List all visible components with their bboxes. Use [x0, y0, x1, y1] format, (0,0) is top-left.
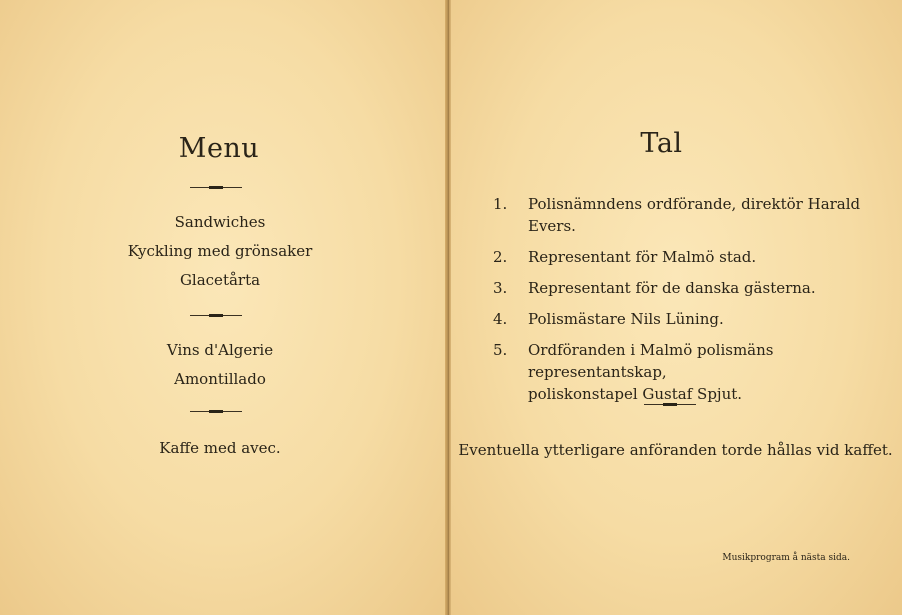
page-footnote: Musikprogram å nästa sida.: [722, 553, 850, 563]
speech-text: Ordföranden i Malmö polismäns representantskap,: [528, 341, 774, 381]
speech-text: poliskonstapel Gustaf Spjut.: [528, 385, 743, 403]
speech-item: [493, 246, 863, 268]
wine-course: [0, 336, 443, 394]
ornament-divider: [190, 314, 242, 318]
speech-item: [493, 339, 863, 405]
speeches-page: [451, 0, 902, 615]
speech-text: Polismästare Nils Lüning.: [528, 310, 724, 328]
speech-item: [493, 277, 863, 299]
menu-item: Kyckling med grönsaker: [127, 242, 313, 260]
speech-item: [493, 193, 863, 237]
menu-item: Amontillado: [174, 370, 266, 388]
speech-text: Representant för Malmö stad.: [528, 248, 757, 266]
menu-page: [0, 0, 446, 615]
coffee-course: [0, 434, 443, 463]
menu-item: Kaffe med avec.: [159, 439, 281, 457]
speech-list: [493, 193, 863, 414]
speech-number: 2.: [493, 248, 508, 266]
speech-number: 4.: [493, 310, 508, 328]
menu-item: Glacetårta: [179, 271, 261, 289]
menu-item: Vins d'Algerie: [166, 341, 274, 359]
speech-number: 3.: [493, 279, 508, 297]
menu-title: Menu: [178, 133, 260, 164]
closing-note: Eventuella ytterligare anföranden torde hållas vid kaffet.: [458, 441, 893, 459]
menu-item: Sandwiches: [174, 213, 266, 231]
speech-text: Representant för de danska gästerna.: [528, 279, 816, 297]
ornament-divider: [190, 410, 242, 414]
speeches-title: Tal: [640, 128, 683, 159]
speech-item: [493, 308, 863, 330]
food-course: [0, 208, 443, 295]
speech-text: Polisnämndens ordförande, direktör Harald Evers.: [528, 195, 861, 235]
speech-number: 5.: [493, 341, 508, 359]
ornament-divider: [190, 186, 242, 190]
ornament-divider: [644, 403, 696, 407]
speech-number: 1.: [493, 195, 508, 213]
